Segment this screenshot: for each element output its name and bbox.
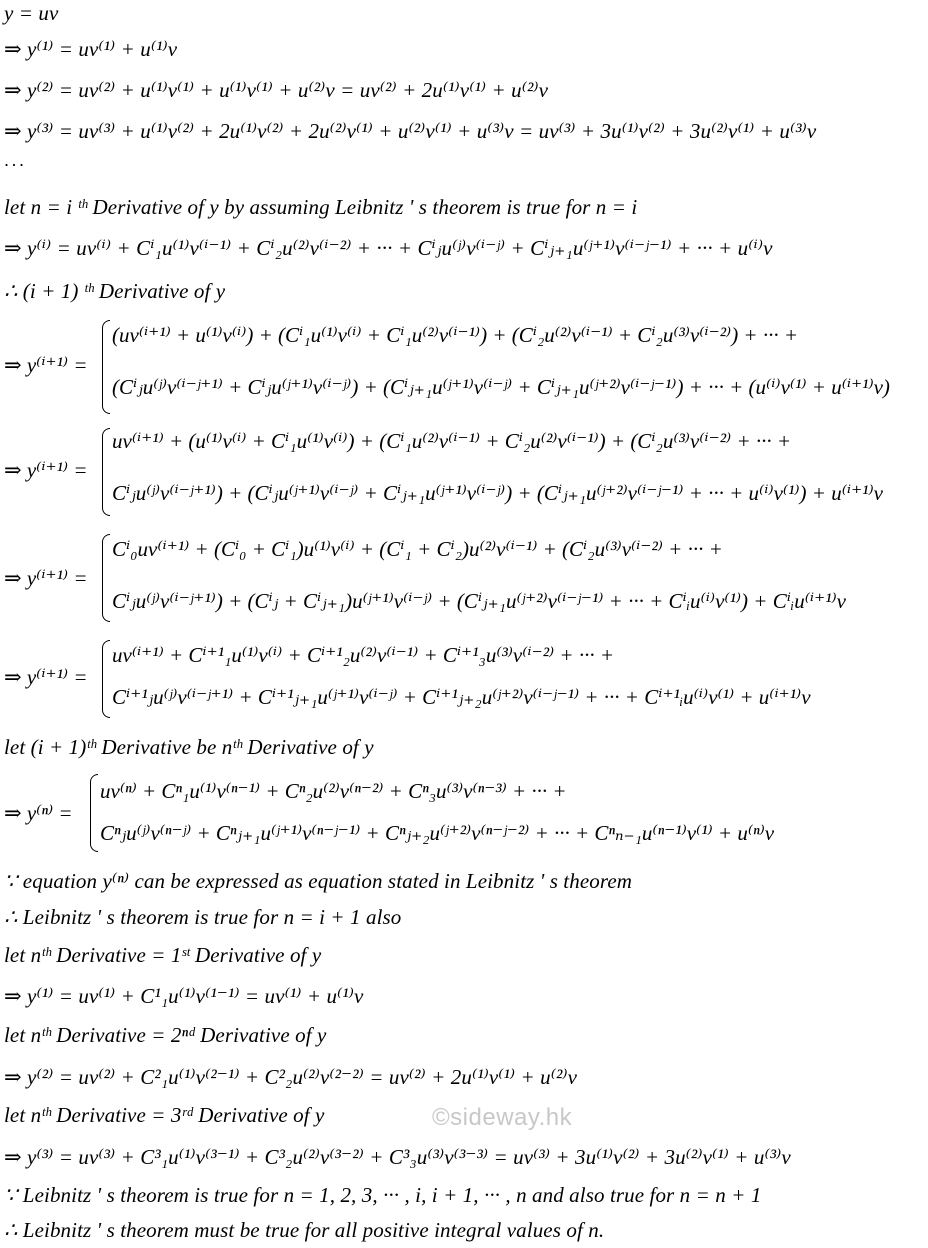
left-brace	[102, 428, 110, 516]
equation-block-3	[4, 532, 924, 622]
block-4-row-1: uv⁽ⁱ⁺¹⁾ + Cⁱ⁺¹₁u⁽¹⁾v⁽ⁱ⁾ + Cⁱ⁺¹₂u⁽²⁾v⁽ⁱ⁻¹⁾ + Cⁱ⁺¹₃u⁽³⁾v⁽ⁱ⁻²⁾ + ··· +	[112, 643, 615, 667]
block-2-row-1: uv⁽ⁱ⁺¹⁾ + (u⁽¹⁾v⁽ⁱ⁾ + Cⁱ₁u⁽¹⁾v⁽ⁱ⁾) + (Cⁱ₁u⁽²⁾v⁽ⁱ⁻¹⁾ + Cⁱ₂u⁽²⁾v⁽ⁱ⁻¹⁾) + (Cⁱ₂u⁽³⁾v⁽ⁱ⁻²⁾ + ··· +	[112, 429, 792, 453]
block-4-lhs: ⇒ y⁽ⁱ⁺¹⁾ =	[4, 665, 88, 689]
line-because-equation: ∵ equation y⁽ⁿ⁾ can be expressed as equation stated in Leibnitz ' s theorem	[4, 869, 633, 893]
block-3-row-1: Cⁱ₀uv⁽ⁱ⁺¹⁾ + (Cⁱ₀ + Cⁱ₁)u⁽¹⁾v⁽ⁱ⁾ + (Cⁱ₁ + Cⁱ₂)u⁽²⁾v⁽ⁱ⁻¹⁾ + (Cⁱ₂u⁽³⁾v⁽ⁱ⁻²⁾ + ··· +	[112, 537, 723, 561]
equation-block-2	[4, 426, 924, 516]
left-brace	[102, 534, 110, 622]
equation-block-4	[4, 638, 924, 718]
left-brace	[102, 640, 110, 718]
line-ellipsis: ···	[4, 155, 27, 175]
block-3-lhs: ⇒ y⁽ⁱ⁺¹⁾ =	[4, 566, 88, 590]
line-second-derivative: ⇒ y⁽²⁾ = uv⁽²⁾ + u⁽¹⁾v⁽¹⁾ + u⁽¹⁾v⁽¹⁾ + u⁽²⁾v = uv⁽²⁾ + 2u⁽¹⁾v⁽¹⁾ + u⁽²⁾v	[4, 78, 549, 102]
line-y-equals-uv: y = uv	[4, 1, 59, 25]
line-i-plus-1-heading: ∴ (i + 1) ᵗʰ Derivative of y	[4, 279, 226, 303]
line-check-n-2: ⇒ y⁽²⁾ = uv⁽²⁾ + C²₁u⁽¹⁾v⁽²⁻¹⁾ + C²₂u⁽²⁾v⁽²⁻²⁾ = uv⁽²⁾ + 2u⁽¹⁾v⁽¹⁾ + u⁽²⁾v	[4, 1065, 578, 1089]
line-check-n-3: ⇒ y⁽³⁾ = uv⁽³⁾ + C³₁u⁽¹⁾v⁽³⁻¹⁾ + C³₂u⁽²⁾v⁽³⁻²⁾ + C³₃u⁽³⁾v⁽³⁻³⁾ = uv⁽³⁾ + 3u⁽¹⁾v⁽²⁾ + 3u⁽²⁾v⁽¹⁾ + u⁽³⁾v	[4, 1145, 791, 1169]
equation-block-1	[4, 316, 924, 416]
block-1-lhs: ⇒ y⁽ⁱ⁺¹⁾ =	[4, 353, 88, 377]
watermark: ©sideway.hk	[432, 1104, 573, 1131]
line-first-derivative: ⇒ y⁽¹⁾ = uv⁽¹⁾ + u⁽¹⁾v	[4, 37, 178, 61]
left-brace	[102, 320, 110, 414]
block-2-lhs: ⇒ y⁽ⁱ⁺¹⁾ =	[4, 458, 88, 482]
block-3-row-2: Cⁱⱼu⁽ʲ⁾v⁽ⁱ⁻ʲ⁺¹⁾) + (Cⁱⱼ + Cⁱⱼ₊₁)u⁽ʲ⁺¹⁾v⁽ⁱ⁻ʲ⁾ + (Cⁱⱼ₊₁u⁽ʲ⁺²⁾v⁽ⁱ⁻ʲ⁻¹⁾ + ··· + Cⁱᵢu⁽ⁱ⁾v⁽¹⁾) + Cⁱᵢu⁽ⁱ⁺¹⁾v	[112, 589, 846, 613]
line-assumption: let n = i ᵗʰ Derivative of y by assuming Leibnitz ' s theorem is true for n = i	[4, 195, 638, 219]
line-let-n-2nd: let nᵗʰ Derivative = 2ⁿᵈ Derivative of y	[4, 1023, 327, 1047]
block-2-row-2: Cⁱⱼu⁽ʲ⁾v⁽ⁱ⁻ʲ⁺¹⁾) + (Cⁱⱼu⁽ʲ⁺¹⁾v⁽ⁱ⁻ʲ⁾ + Cⁱⱼ₊₁u⁽ʲ⁺¹⁾v⁽ⁱ⁻ʲ⁾) + (Cⁱⱼ₊₁u⁽ʲ⁺²⁾v⁽ⁱ⁻ʲ⁻¹⁾ + ··· + u⁽ⁱ⁾v⁽¹⁾) + u⁽ⁱ⁺¹⁾v	[112, 481, 883, 505]
line-let-i-plus-1-be-n: let (i + 1)ᵗʰ Derivative be nᵗʰ Derivative of y	[4, 735, 374, 759]
line-ith-derivative: ⇒ y⁽ⁱ⁾ = uv⁽ⁱ⁾ + Cⁱ₁u⁽¹⁾v⁽ⁱ⁻¹⁾ + Cⁱ₂u⁽²⁾v⁽ⁱ⁻²⁾ + ··· + Cⁱⱼu⁽ʲ⁾v⁽ⁱ⁻ʲ⁾ + Cⁱⱼ₊₁u⁽ʲ⁺¹⁾v⁽ⁱ⁻ʲ⁻¹⁾ + ··· + u⁽ⁱ⁾v	[4, 236, 773, 260]
line-check-n-1: ⇒ y⁽¹⁾ = uv⁽¹⁾ + C¹₁u⁽¹⁾v⁽¹⁻¹⁾ = uv⁽¹⁾ + u⁽¹⁾v	[4, 984, 364, 1008]
block-4-row-2: Cⁱ⁺¹ⱼu⁽ʲ⁾v⁽ⁱ⁻ʲ⁺¹⁾ + Cⁱ⁺¹ⱼ₊₁u⁽ʲ⁺¹⁾v⁽ⁱ⁻ʲ⁾ + Cⁱ⁺¹ⱼ₊₂u⁽ʲ⁺²⁾v⁽ⁱ⁻ʲ⁻¹⁾ + ··· + Cⁱ⁺¹ᵢu⁽ⁱ⁾v⁽¹⁾ + u⁽ⁱ⁺¹⁾v	[112, 685, 811, 709]
line-let-n-3rd: let nᵗʰ Derivative = 3ʳᵈ Derivative of y	[4, 1103, 325, 1127]
line-third-derivative: ⇒ y⁽³⁾ = uv⁽³⁾ + u⁽¹⁾v⁽²⁾ + 2u⁽¹⁾v⁽²⁾ + 2u⁽²⁾v⁽¹⁾ + u⁽²⁾v⁽¹⁾ + u⁽³⁾v = uv⁽³⁾ + 3u⁽¹⁾v⁽²⁾ + 3u⁽²⁾v⁽¹⁾ + u⁽³⁾v	[4, 119, 817, 143]
block-5-row-2: Cⁿⱼu⁽ʲ⁾v⁽ⁿ⁻ʲ⁾ + Cⁿⱼ₊₁u⁽ʲ⁺¹⁾v⁽ⁿ⁻ʲ⁻¹⁾ + Cⁿⱼ₊₂u⁽ʲ⁺²⁾v⁽ⁿ⁻ʲ⁻²⁾ + ··· + Cⁿₙ₋₁u⁽ⁿ⁻¹⁾v⁽¹⁾ + u⁽ⁿ⁾v	[100, 821, 775, 845]
line-conclusion: ∴ Leibnitz ' s theorem must be true for all positive integral values of n.	[4, 1218, 605, 1242]
equation-block-5	[4, 772, 924, 852]
line-therefore-true-i-plus-1: ∴ Leibnitz ' s theorem is true for n = i + 1 also	[4, 905, 402, 929]
block-5-lhs: ⇒ y⁽ⁿ⁾ =	[4, 801, 73, 825]
block-5-row-1: uv⁽ⁿ⁾ + Cⁿ₁u⁽¹⁾v⁽ⁿ⁻¹⁾ + Cⁿ₂u⁽²⁾v⁽ⁿ⁻²⁾ + Cⁿ₃u⁽³⁾v⁽ⁿ⁻³⁾ + ··· +	[100, 779, 567, 803]
line-let-n-1st: let nᵗʰ Derivative = 1ˢᵗ Derivative of y	[4, 943, 322, 967]
block-1-row-1: (uv⁽ⁱ⁺¹⁾ + u⁽¹⁾v⁽ⁱ⁾) + (Cⁱ₁u⁽¹⁾v⁽ⁱ⁾ + Cⁱ₁u⁽²⁾v⁽ⁱ⁻¹⁾) + (Cⁱ₂u⁽²⁾v⁽ⁱ⁻¹⁾ + Cⁱ₂u⁽³⁾v⁽ⁱ⁻²⁾) + ··· +	[112, 323, 799, 347]
line-because-true-all-n: ∵ Leibnitz ' s theorem is true for n = 1, 2, 3, ··· , i, i + 1, ··· , n and also true for n = n + 1	[4, 1183, 762, 1207]
block-1-row-2: (Cⁱⱼu⁽ʲ⁾v⁽ⁱ⁻ʲ⁺¹⁾ + Cⁱⱼu⁽ʲ⁺¹⁾v⁽ⁱ⁻ʲ⁾) + (Cⁱⱼ₊₁u⁽ʲ⁺¹⁾v⁽ⁱ⁻ʲ⁾ + Cⁱⱼ₊₁u⁽ʲ⁺²⁾v⁽ⁱ⁻ʲ⁻¹⁾) + ··· + (u⁽ⁱ⁾v⁽¹⁾ + u⁽ⁱ⁺¹⁾v)	[112, 375, 890, 399]
left-brace	[90, 774, 98, 852]
